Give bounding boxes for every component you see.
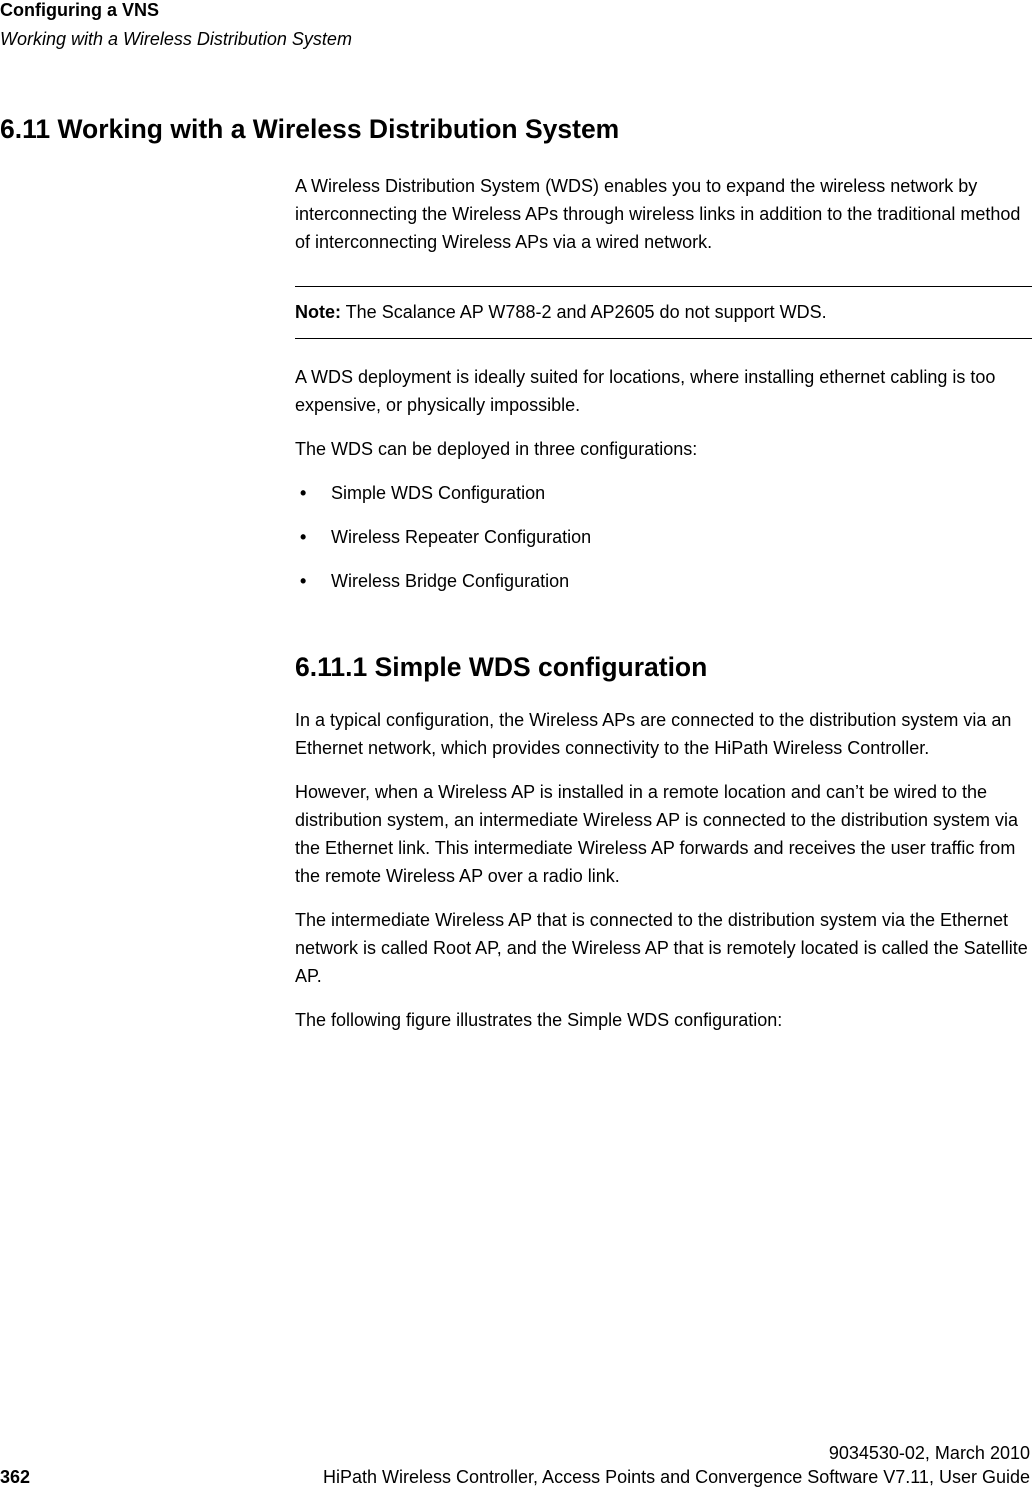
running-header-chapter: Configuring a VNS xyxy=(0,0,159,20)
body-paragraph: However, when a Wireless AP is installed in a remote location and can’t be wired to the distribution system, an intermediate Wireless AP is connected to the distribution system via the Ethernet link. This intermediate Wireless AP forwards and receives the user traffic from the remote Wireless AP over a radio link. xyxy=(295,782,1018,886)
section-heading: 6.11 Working with a Wireless Distribution System xyxy=(0,114,620,144)
bullet-icon: • xyxy=(300,527,307,547)
body-paragraph: The following figure illustrates the Simple WDS configuration: xyxy=(295,1010,783,1030)
list-item xyxy=(295,479,1032,507)
subsection-heading: 6.11.1 Simple WDS configuration xyxy=(295,652,708,682)
list-item xyxy=(295,567,1032,595)
body-paragraph: The intermediate Wireless AP that is connected to the distribution system via the Ethernet network is called Root AP, and the Wireless AP that is remotely located is called the Satellite AP. xyxy=(295,910,1028,986)
footer-doc-title: HiPath Wireless Controller, Access Points and Convergence Software V7.11, User Guide xyxy=(322,1467,1030,1487)
intro-paragraph: A Wireless Distribution System (WDS) enables you to expand the wireless network by interconnecting the Wireless APs through wireless links in addition to the traditional method of interconnecting Wireless APs via a wired network. xyxy=(295,176,1021,252)
bullet-icon: • xyxy=(300,571,307,591)
main-content xyxy=(295,172,1032,1050)
note-label: Note: xyxy=(295,302,341,322)
list-item-label: Simple WDS Configuration xyxy=(331,483,546,503)
note-box xyxy=(295,286,1032,339)
note-text: The Scalance AP W788-2 and AP2605 do not support WDS. xyxy=(341,302,827,322)
list-item xyxy=(295,523,1032,551)
configurations-list xyxy=(295,479,1032,595)
list-item-label: Wireless Bridge Configuration xyxy=(331,571,570,591)
configurations-intro: The WDS can be deployed in three configurations: xyxy=(295,439,698,459)
list-item-label: Wireless Repeater Configuration xyxy=(331,527,592,547)
running-header-section: Working with a Wireless Distribution System xyxy=(0,29,352,49)
footer-doc-id: 9034530-02, March 2010 xyxy=(828,1443,1030,1463)
bullet-icon: • xyxy=(300,483,307,503)
body-paragraph: In a typical configuration, the Wireless APs are connected to the distribution system via an Ethernet network, which provides connectivity to the HiPath Wireless Controller. xyxy=(295,710,1012,758)
footer-page-number: 362 xyxy=(0,1467,31,1487)
deployment-paragraph: A WDS deployment is ideally suited for locations, where installing ethernet cabling is too expensive, or physically impossible. xyxy=(295,367,996,415)
